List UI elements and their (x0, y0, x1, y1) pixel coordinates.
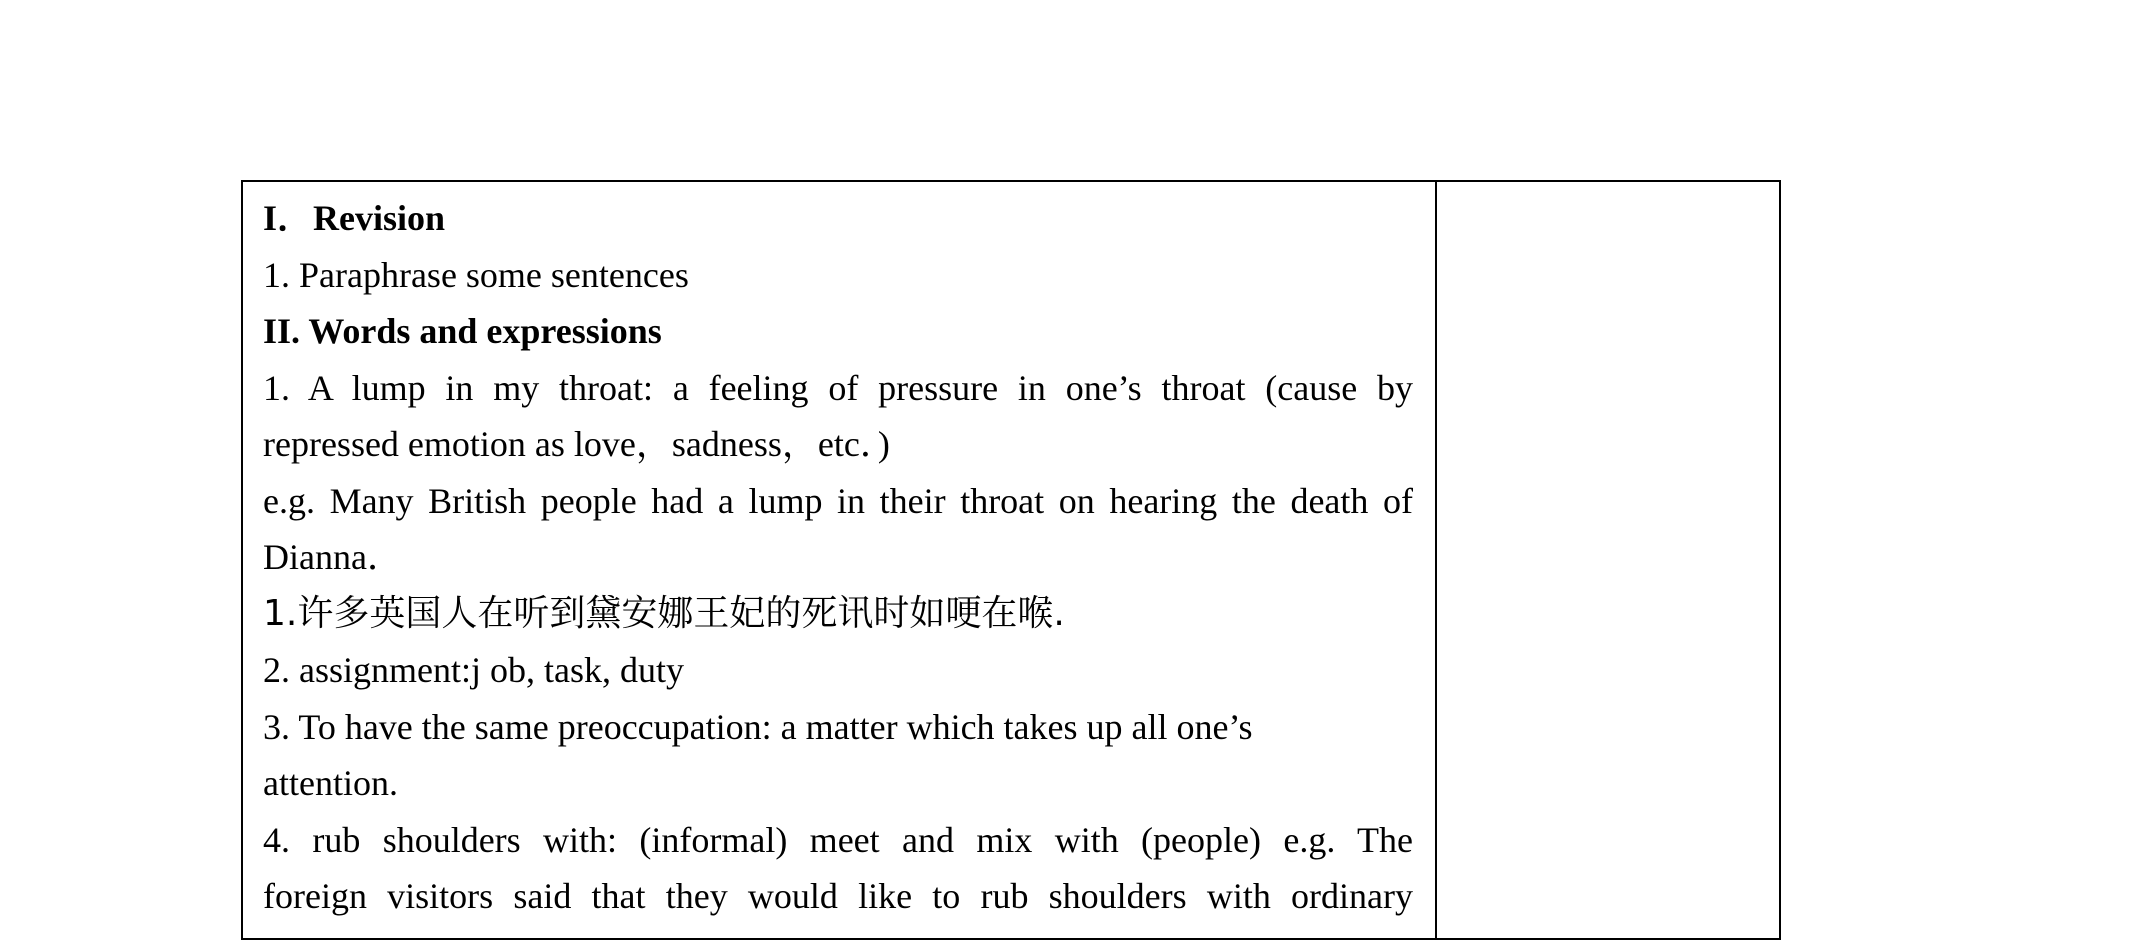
text-line: 3. To have the same preoccupation: a matter which takes up all one’s (263, 706, 1253, 747)
section-heading-revision: I．Revision (263, 198, 446, 238)
text-line: 1. A lump in my throat: a feeling of pressure in one’s throat (cause by (263, 367, 1413, 408)
section-heading-words: II. Words and expressions (263, 311, 662, 351)
text-line: attention. (263, 763, 398, 803)
text-line: 1. Paraphrase some sentences (263, 254, 689, 295)
text-line: 2. assignment:j ob, task, duty (263, 650, 684, 690)
column-divider (1435, 182, 1437, 938)
text-line: foreign visitors said that they would like to rub shoulders with ordinary (263, 876, 1413, 916)
text-line: e.g. Many British people had a lump in their throat on hearing the death of (263, 480, 1413, 521)
text-line: repressed emotion as love，sadness，etc．) (263, 424, 890, 464)
text-line: 4. rub shoulders with: (informal) meet and mix with (people) e.g. The (263, 819, 1413, 860)
chinese-translation-line: 1.许多英国人在听到黛安娜王妃的死讯时如哽在喉. (263, 592, 1065, 634)
notes-cell (263, 190, 1413, 925)
text-line: Dianna． (263, 537, 403, 577)
document-table (241, 180, 1781, 940)
